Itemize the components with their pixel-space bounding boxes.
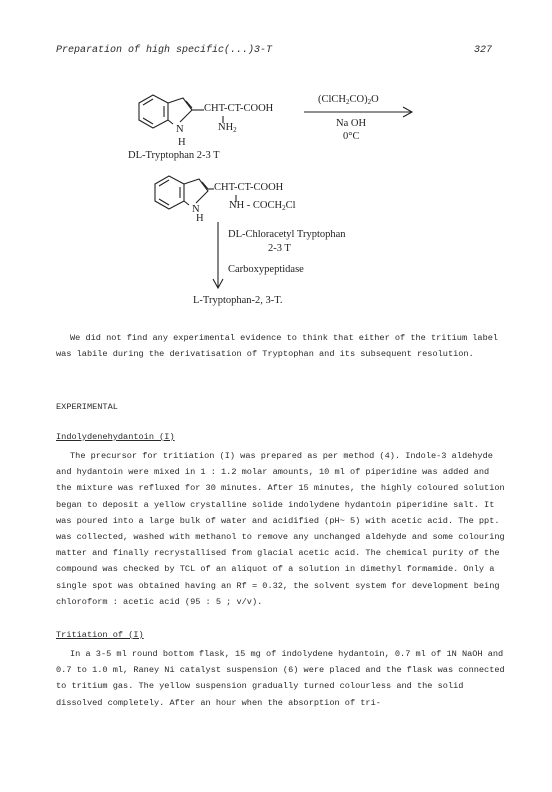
reagent-temperature: 0°C (343, 131, 360, 142)
paragraph-precursor: The precursor for tritiation (I) was prepared as per method (4). Indole-3 aldehyde and hydantoin were mixed in 1 : 1.2 molar amounts, 10 ml of piperidine was added and the mixture was refluxed for 30 minutes. After 15 minutes, the highly coloured solution began to deposit a yellow crystalline solide indolydene hydantoin piperidine salt. It was poured into a large bulk of water and acidified (pH~ 5) with acetic acid. The ppt. was collected, washed with methanol to remove any unchanged aldehyde and some colouring matter and finally recrystallised from glacial acetic acid. The chemical purity of the compound was checked by TCL of an aliquot of a solution in dimethyl formamide. Only a single spot was obtained having an Rf = 0.32, the solvent system for development being chloroform : acetic acid (95 : 5 ; v/v). (56, 451, 505, 607)
subsection-heading-indolydenehydantoin: Indolydenehydantoin (I) (56, 432, 175, 442)
section-heading-experimental: EXPERIMENTAL (56, 402, 118, 412)
reagent-anhydride: $(ClCH_2CO)_2O$ (318, 94, 379, 106)
mol2-name: DL-Chloracetyl Tryptophan (228, 229, 346, 240)
mol1-ring-nitrogen: N (176, 124, 184, 135)
running-header: Preparation of high specific(...)3-T (56, 45, 273, 56)
mol2-ring-nitrogen: N (192, 204, 200, 215)
reaction-scheme-drawing (0, 0, 552, 330)
product-name: L-Tryptophan-2, 3-T. (193, 295, 283, 306)
mol2-chloracetyl-amide: NH - $COCH_2Cl$ (229, 200, 296, 212)
indole-ring-1 (139, 95, 192, 128)
enzyme-label: Carboxypeptidase (228, 264, 304, 275)
page-number: 327 (473, 45, 492, 56)
reagent-naoh: Na OH (336, 118, 367, 129)
mol2-ring-hydrogen: H (196, 213, 204, 224)
mol2-side-chain: CHT-CT-COOH (214, 182, 284, 193)
subsection-heading-tritiation: Tritiation of (I) (56, 630, 144, 640)
paragraph-tritiation: In a 3-5 ml round bottom flask, 15 mg of indolydene hydantoin, 0.7 ml of 1N NaOH and 0.7 to 1.0 ml, Raney Ni catalyst suspension (6) were placed and the flask was connected to tritium gas. The yellow suspension gradually turned colourless and the solid dissolved completely. After an hour when the absorption of tri- (56, 649, 505, 708)
mol1-name: DL-Tryptophan 2-3 T (128, 150, 220, 161)
paragraph-labile: We did not find any experimental evidence to think that either of the tritium label was labile during the derivatisation of Tryptophan and its subsequent resolution. (56, 333, 499, 360)
indole-ring-2 (155, 176, 208, 209)
mol1-side-chain: CHT-CT-COOH (204, 103, 274, 114)
mol1-amine: $NH_2$ (218, 122, 237, 134)
mol2-name-label: 2-3 T (268, 243, 291, 254)
mol1-ring-hydrogen: H (178, 137, 186, 148)
